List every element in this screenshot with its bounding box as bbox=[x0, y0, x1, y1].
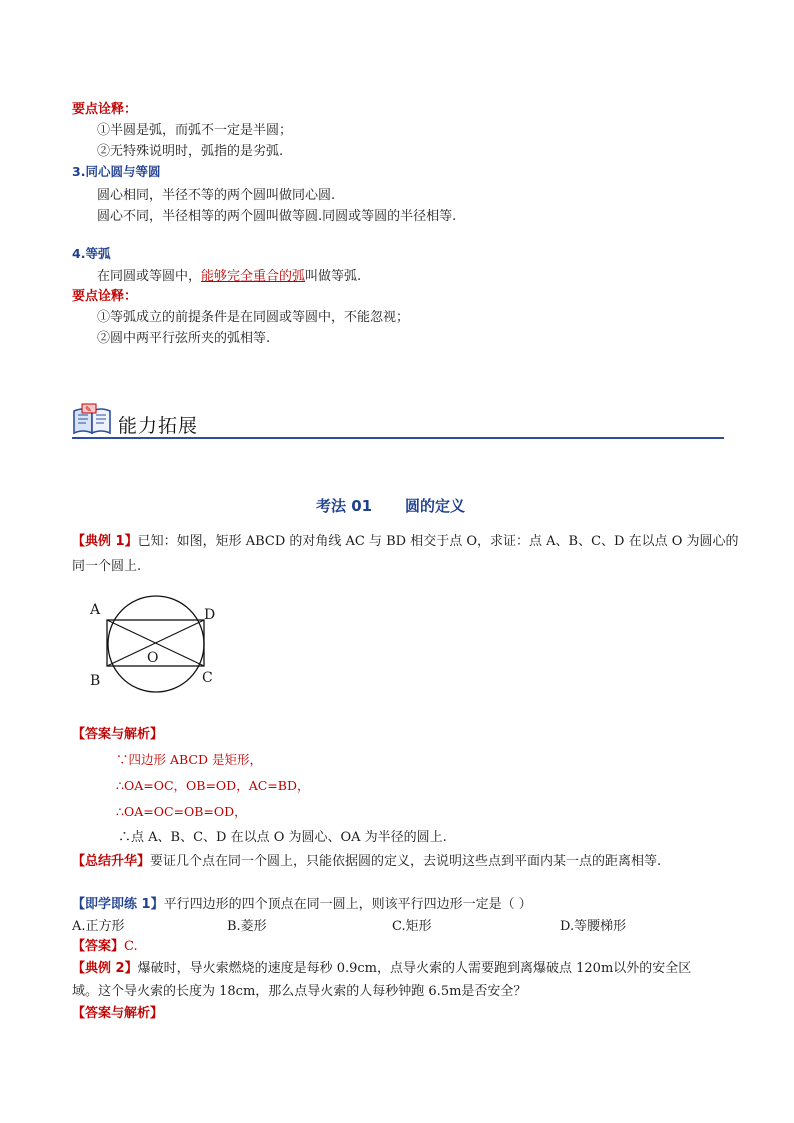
body-line: 圆心相同，半径不等的两个圆叫做同心圆. bbox=[97, 188, 336, 203]
definition-prefix: 在同圆或等圆中， bbox=[97, 269, 202, 284]
method-name: 圆的定义 bbox=[405, 497, 466, 515]
definition-underlined: 能够完全重合的弧 bbox=[201, 269, 306, 284]
practice-1-label: 【即学即练 1】 bbox=[72, 897, 164, 912]
practice-1-text: 平行四边形的四个顶点在同一圆上，则该平行四边形一定是（ ） bbox=[163, 897, 532, 912]
example-1-line2: 同一个圆上. bbox=[72, 559, 142, 574]
option-c: C.矩形 bbox=[392, 919, 432, 934]
option-b: B.菱形 bbox=[227, 919, 267, 934]
open-book-icon bbox=[72, 403, 112, 437]
svg-text:✎: ✎ bbox=[85, 405, 92, 414]
section-heading-concentric: 3.同心圆与等圆 bbox=[72, 164, 161, 179]
definition-line bbox=[97, 265, 361, 284]
answer-line: ∵四边形 ABCD 是矩形， bbox=[116, 752, 262, 767]
summary bbox=[72, 850, 661, 869]
figure-label-a: A bbox=[90, 602, 101, 618]
key-note-label: 要点诠释： bbox=[72, 102, 138, 117]
figure-label-b: B bbox=[90, 673, 101, 689]
note-line: ①等弧成立的前提条件是在同圆或等圆中，不能忽视； bbox=[97, 310, 410, 325]
answer-label: 【答案与解析】 bbox=[72, 1006, 164, 1021]
example-2-text bbox=[72, 957, 691, 976]
practice-1-answer bbox=[72, 935, 138, 954]
example-1-label: 【典例 1】 bbox=[72, 534, 138, 549]
note-line: ①半圆是弧，而弧不一定是半圆； bbox=[97, 123, 293, 138]
option-d: D.等腰梯形 bbox=[560, 919, 627, 934]
section-divider bbox=[72, 437, 724, 439]
figure-label-d: D bbox=[204, 607, 216, 623]
section-heading-equal-arcs: 4.等弧 bbox=[72, 246, 111, 261]
answer-conclusion: ∴点 A、B、C、D 在以点 O 为圆心、OA 为半径的圆上. bbox=[118, 830, 447, 845]
method-number: 考法 01 bbox=[316, 497, 373, 515]
key-note-label: 要点诠释： bbox=[72, 289, 138, 304]
example-1-line1: 已知：如图，矩形 ABCD 的对角线 AC 与 BD 相交于点 O，求证：点 A、B、C、D 在以点 O 为圆心的 bbox=[137, 534, 739, 549]
note-line: ②圆中两平行弦所夹的弧相等. bbox=[97, 331, 271, 346]
practice-1 bbox=[72, 893, 532, 912]
answer-label: 【答案与解析】 bbox=[72, 727, 164, 742]
body-line: 圆心不同，半径相等的两个圆叫做等圆.同圆或等圆的半径相等. bbox=[97, 209, 457, 224]
note-line: ②无特殊说明时，弧指的是劣弧. bbox=[97, 144, 284, 159]
section-banner-title: 能力拓展 bbox=[118, 415, 199, 437]
figure-label-c: C bbox=[202, 670, 213, 686]
example-2-line1: 爆破时，导火索燃烧的速度是每秒 0.9cm，点导火索的人需要跑到离爆破点 120m以外的安全区 bbox=[137, 961, 692, 976]
option-a: A.正方形 bbox=[72, 919, 125, 934]
definition-suffix: 叫做等弧. bbox=[305, 269, 362, 284]
answer-line: ∴OA=OC=OB=OD， bbox=[116, 804, 247, 819]
answer-value: C. bbox=[124, 939, 138, 954]
summary-label: 【总结升华】 bbox=[72, 854, 151, 869]
example-2-line2: 域。这个导火索的长度为 18cm，那么点导火索的人每秒钟跑 6.5m是否安全？ bbox=[72, 984, 527, 999]
answer-label: 【答案】 bbox=[72, 939, 125, 954]
summary-text: 要证几个点在同一个圆上，只能依据圆的定义，去说明这些点到平面内某一点的距离相等. bbox=[150, 854, 662, 869]
answer-line: ∴OA=OC，OB=OD，AC=BD， bbox=[116, 778, 310, 793]
example-1-text bbox=[72, 530, 739, 549]
example-2-label: 【典例 2】 bbox=[72, 961, 138, 976]
figure-label-o: O bbox=[147, 650, 159, 666]
